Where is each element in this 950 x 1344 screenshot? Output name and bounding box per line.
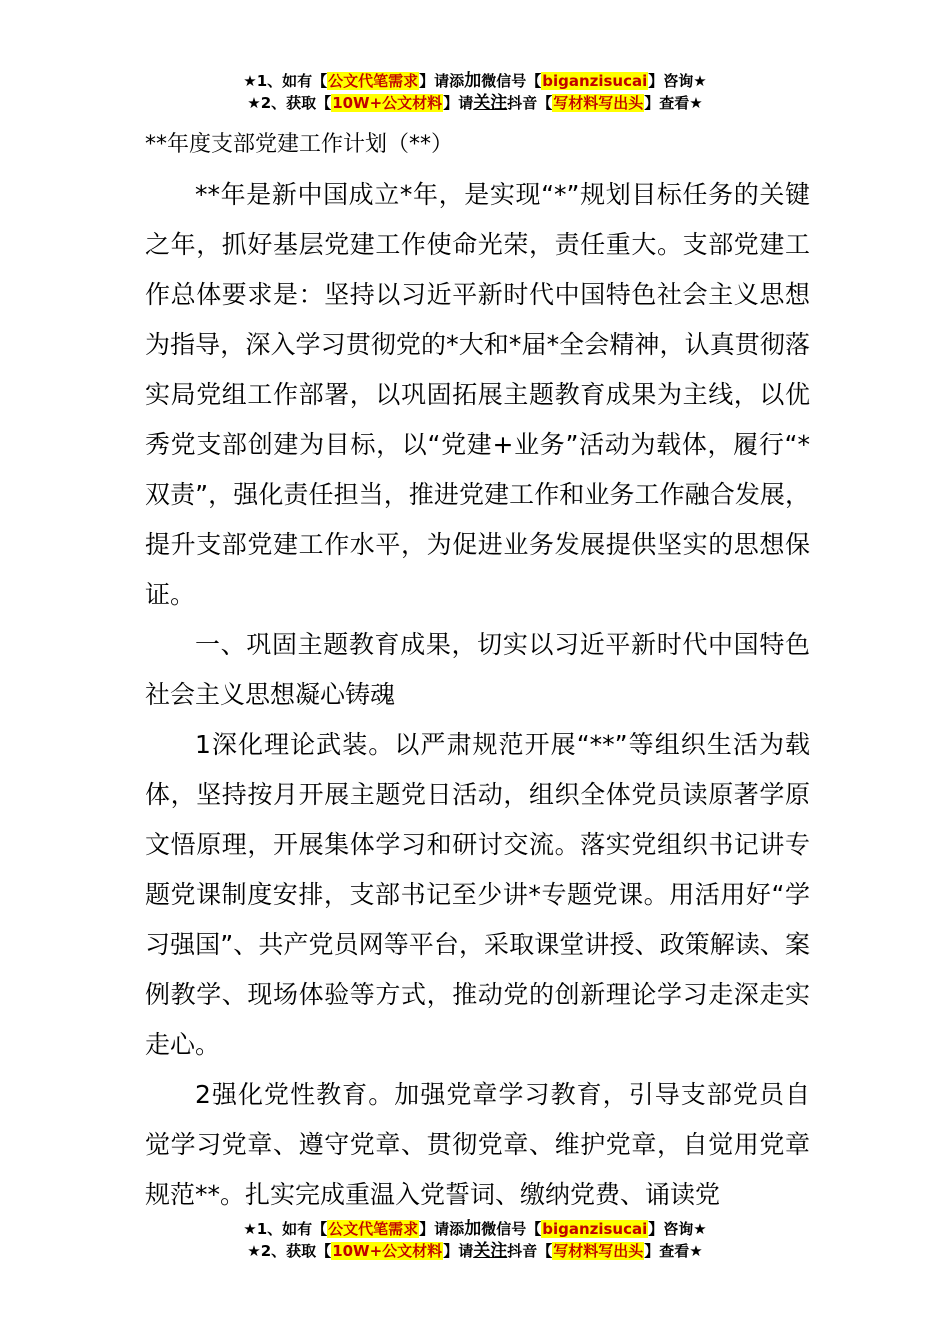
document-title: **年度支部党建工作计划（**） <box>145 132 454 157</box>
document-body <box>145 170 810 1220</box>
paragraph-item-1: 1深化理论武装。以严肃规范开展“**”等组织生活为载体，坚持按月开展主题党日活动，组织全体党员读原著学原文悟原理，开展集体学习和研讨交流。落实党组织书记讲专题党课制度安排，支部书记至少讲*专题党课。用活用好“学习强国”、共产党员网等平台，采取课堂讲授、政策解读、案例教学、现场体验等方式，推动党的创新理论学习走深走实走心。 <box>145 730 810 1059</box>
banner-line-1: ★1、如有【公文代笔需求】请添加微信号【biganzisucai】咨询★ <box>243 71 707 91</box>
highlight-douyin: 写材料写出头 <box>553 94 644 112</box>
highlight-materials: 10W+公文材料 <box>332 1242 443 1260</box>
highlight-douyin: 写材料写出头 <box>553 1242 644 1260</box>
paragraph-intro: **年是新中国成立*年，是实现“*”规划目标任务的关键之年，抓好基层党建工作使命光荣，责任重大。支部党建工作总体要求是：坚持以习近平新时代中国特色社会主义思想为指导，深入学习贯彻党的*大和*届*全会精神，认真贯彻落实局党组工作部署，以巩固拓展主题教育成果为主线，以优秀党支部创建为目标，以“党建+业务”活动为载体，履行“*双责”，强化责任担当，推进党建工作和业务工作融合发展，提升支部党建工作水平，为促进业务发展提供坚实的思想保证。 <box>145 180 810 609</box>
highlight-service: 公文代笔需求 <box>328 72 419 90</box>
banner-line-2: ★2、获取【10W+公文材料】请关注抖音【写材料写出头】查看★ <box>247 93 703 113</box>
section-heading-1: 一、巩固主题教育成果，切实以习近平新时代中国特色社会主义思想凝心铸魂 <box>145 630 810 709</box>
banner-line-1: ★1、如有【公文代笔需求】请添加微信号【biganzisucai】咨询★ <box>243 1219 707 1239</box>
paragraph-item-2: 2强化党性教育。加强党章学习教育，引导支部党员自觉学习党章、遵守党章、贯彻党章、维护党章，自觉用党章规范**。扎实完成重温入党誓词、缴纳党费、诵读党 <box>145 1080 810 1209</box>
banner-line-2: ★2、获取【10W+公文材料】请关注抖音【写材料写出头】查看★ <box>247 1241 703 1261</box>
highlight-service: 公文代笔需求 <box>328 1220 419 1238</box>
highlight-materials: 10W+公文材料 <box>332 94 443 112</box>
highlight-wechat-id: biganzisucai <box>542 72 648 90</box>
footer-banner <box>0 1218 950 1262</box>
highlight-wechat-id: biganzisucai <box>542 1220 648 1238</box>
header-banner <box>0 70 950 114</box>
